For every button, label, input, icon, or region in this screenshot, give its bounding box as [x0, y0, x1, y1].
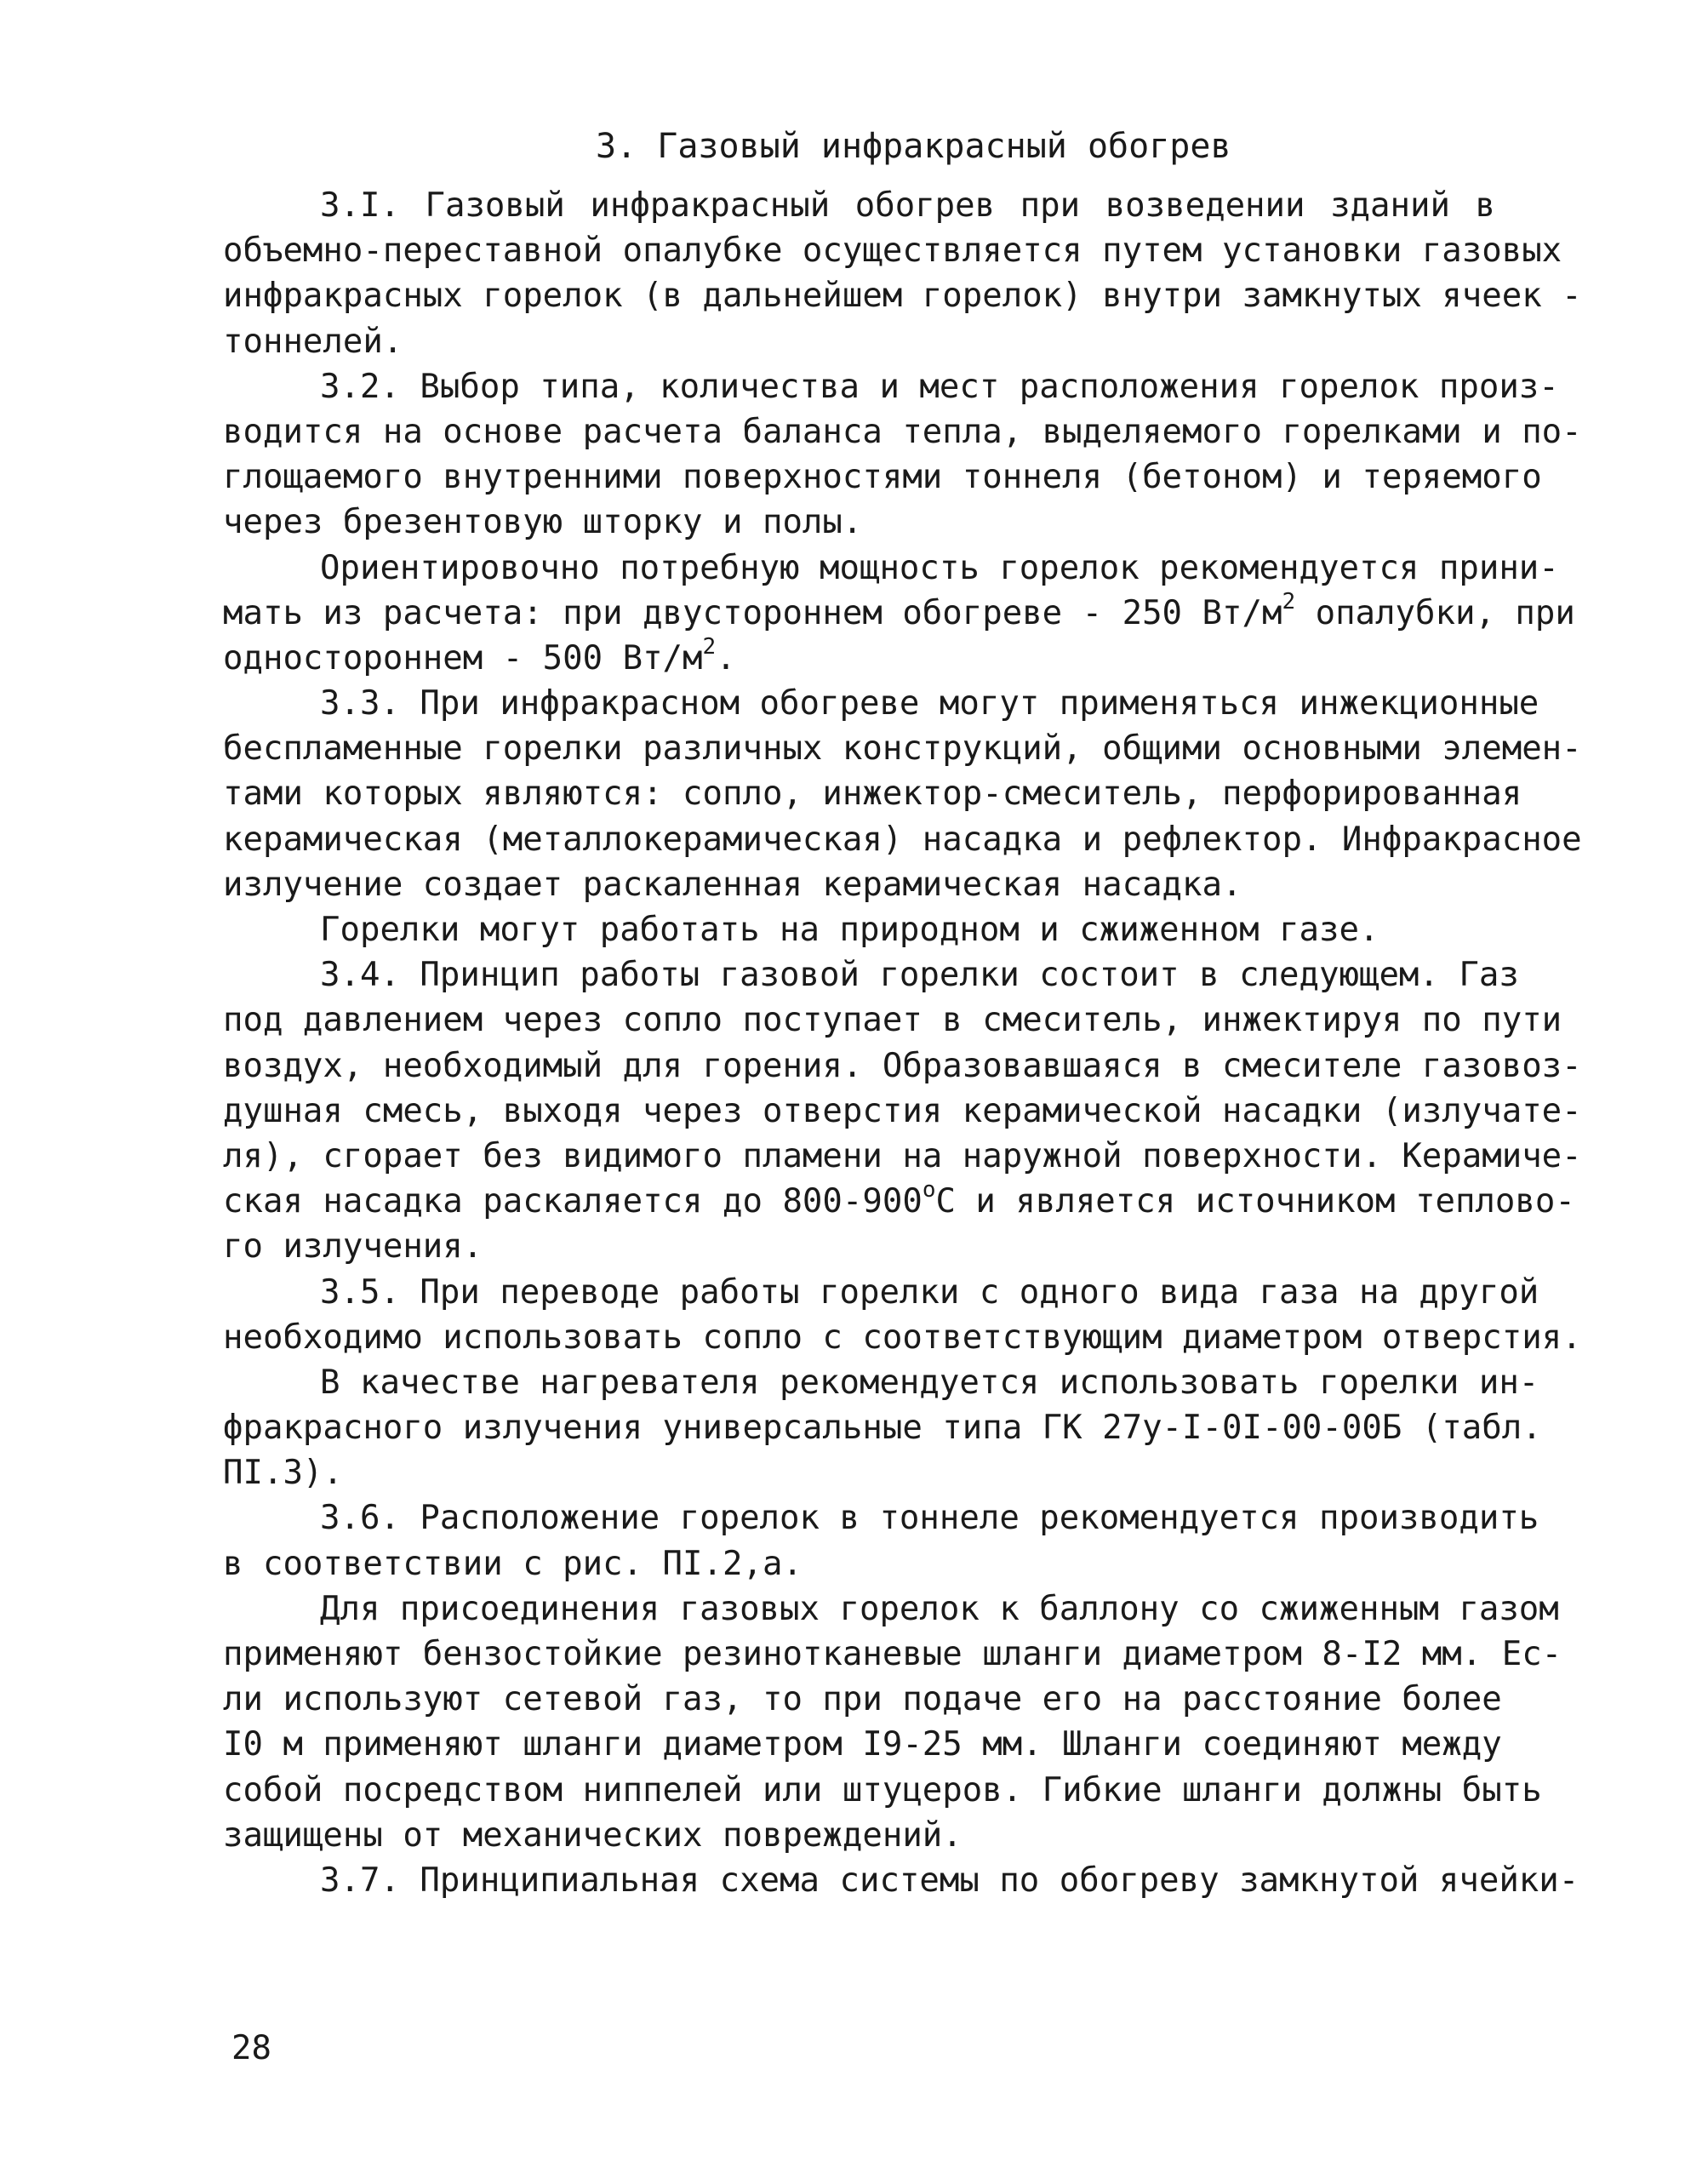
text-line-part: С и является источником теплово-: [935, 1182, 1575, 1221]
text-line: В качестве нагревателя рекомендуется использовать горелки ин-: [320, 1363, 1539, 1402]
text-line: 3.6. Расположение горелок в тоннеле рекомендуется производить: [320, 1499, 1539, 1538]
text-line: ПI.3).: [223, 1454, 343, 1493]
text-line: защищены от механических повреждений.: [223, 1815, 963, 1855]
text-line: [223, 588, 1575, 636]
text-line: через брезентовую шторку и полы.: [223, 503, 863, 542]
text-line: собой посредством ниппелей или штуцеров. Гибкие шланги должны быть: [223, 1770, 1542, 1809]
superscript: 2: [1282, 588, 1296, 615]
text-line: керамическая (металлокерамическая) насадка и рефлектор. Инфракрасное: [223, 820, 1582, 859]
section-title: 3. Газовый инфракрасный обогрев: [596, 127, 1231, 166]
text-line: душная смесь, выходя через отверстия керамической насадки (излучате-: [223, 1091, 1582, 1130]
text-line: 3.5. При переводе работы горелки с одного вида газа на другой: [320, 1272, 1539, 1312]
text-line: 3.2. Выбор типа, количества и мест расположения горелок произ-: [320, 367, 1559, 406]
text-line: инфракрасных горелок (в дальнейшем горелок) внутри замкнутых ячеек -: [223, 277, 1582, 316]
text-line-part: .: [716, 638, 736, 677]
text-line: применяют бензостойкие резинотканевые шланги диаметром 8-I2 мм. Ес-: [223, 1635, 1562, 1673]
text-line: Горелки могут работать на природном и сжиженном газе.: [320, 911, 1380, 949]
text-line-part: одностороннем - 500 Вт/м: [223, 638, 703, 677]
text-line: воздух, необходимый для горения. Образовавшаяся в смесителе газовоз-: [223, 1046, 1582, 1085]
text-line: фракрасного излучения универсальные типа ГК 27у-I-0I-00-00Б (табл.: [223, 1409, 1542, 1448]
text-line: го излучения.: [223, 1227, 483, 1266]
text-line: [223, 633, 1495, 681]
text-line: [223, 1177, 1575, 1224]
text-line: тами которых являются: сопло, инжектор-смеситель, перфорированная: [223, 775, 1522, 814]
text-line: I0 м применяют шланги диаметром I9-25 мм. Шланги соединяют между: [223, 1725, 1502, 1764]
text-line: беспламенные горелки различных конструкций, общими основными элемен-: [223, 729, 1582, 769]
text-line: водится на основе расчета баланса тепла, выделяемого горелками и по-: [223, 412, 1582, 451]
text-line: Для присоединения газовых горелок к баллону со сжиженным газом: [320, 1589, 1559, 1628]
text-line: необходимо использовать сопло с соответствующим диаметром отверстия.: [223, 1318, 1582, 1357]
text-line-part: мать из расчета: при двустороннем обогреве - 250 Вт/м: [223, 593, 1282, 632]
superscript: 2: [702, 633, 717, 660]
text-line: 3.3. При инфракрасном обогреве могут применяться инжекционные: [320, 684, 1539, 723]
text-line-part: ская насадка раскаляется до 800-900: [223, 1182, 923, 1221]
text-line: тоннелей.: [223, 322, 403, 361]
text-line: 3.I. Газовый инфракрасный обогрев при возведении зданий в: [320, 186, 1495, 225]
text-line: ля), сгорает без видимого пламени на наружной поверхности. Керамиче-: [223, 1136, 1582, 1175]
superscript: о: [922, 1177, 936, 1203]
text-line: под давлением через сопло поступает в смеситель, инжектируя по пути: [223, 1001, 1562, 1040]
text-line: 3.4. Принцип работы газовой горелки состоит в следующем. Газ: [320, 956, 1519, 995]
text-line: объемно-переставной опалубке осуществляется путем установки газовых: [223, 232, 1562, 271]
text-line: излучение создает раскаленная керамическая насадка.: [223, 865, 1242, 904]
body-text: [223, 183, 1582, 1903]
text-line: в соответствии с рис. ПI.2,а.: [223, 1544, 803, 1583]
text-line-part: опалубки, при: [1295, 593, 1575, 632]
text-line: Ориентировочно потребную мощность горелок рекомендуется прини-: [320, 548, 1559, 587]
text-line: глощаемого внутренними поверхностями тоннеля (бетоном) и теряемого: [223, 458, 1542, 497]
text-line: 3.7. Принципиальная схема системы по обогреву замкнутой ячейки-: [320, 1861, 1579, 1900]
text-line: ли используют сетевой газ, то при подаче его на расстояние более: [223, 1680, 1502, 1719]
page-number: 28: [231, 2029, 271, 2067]
